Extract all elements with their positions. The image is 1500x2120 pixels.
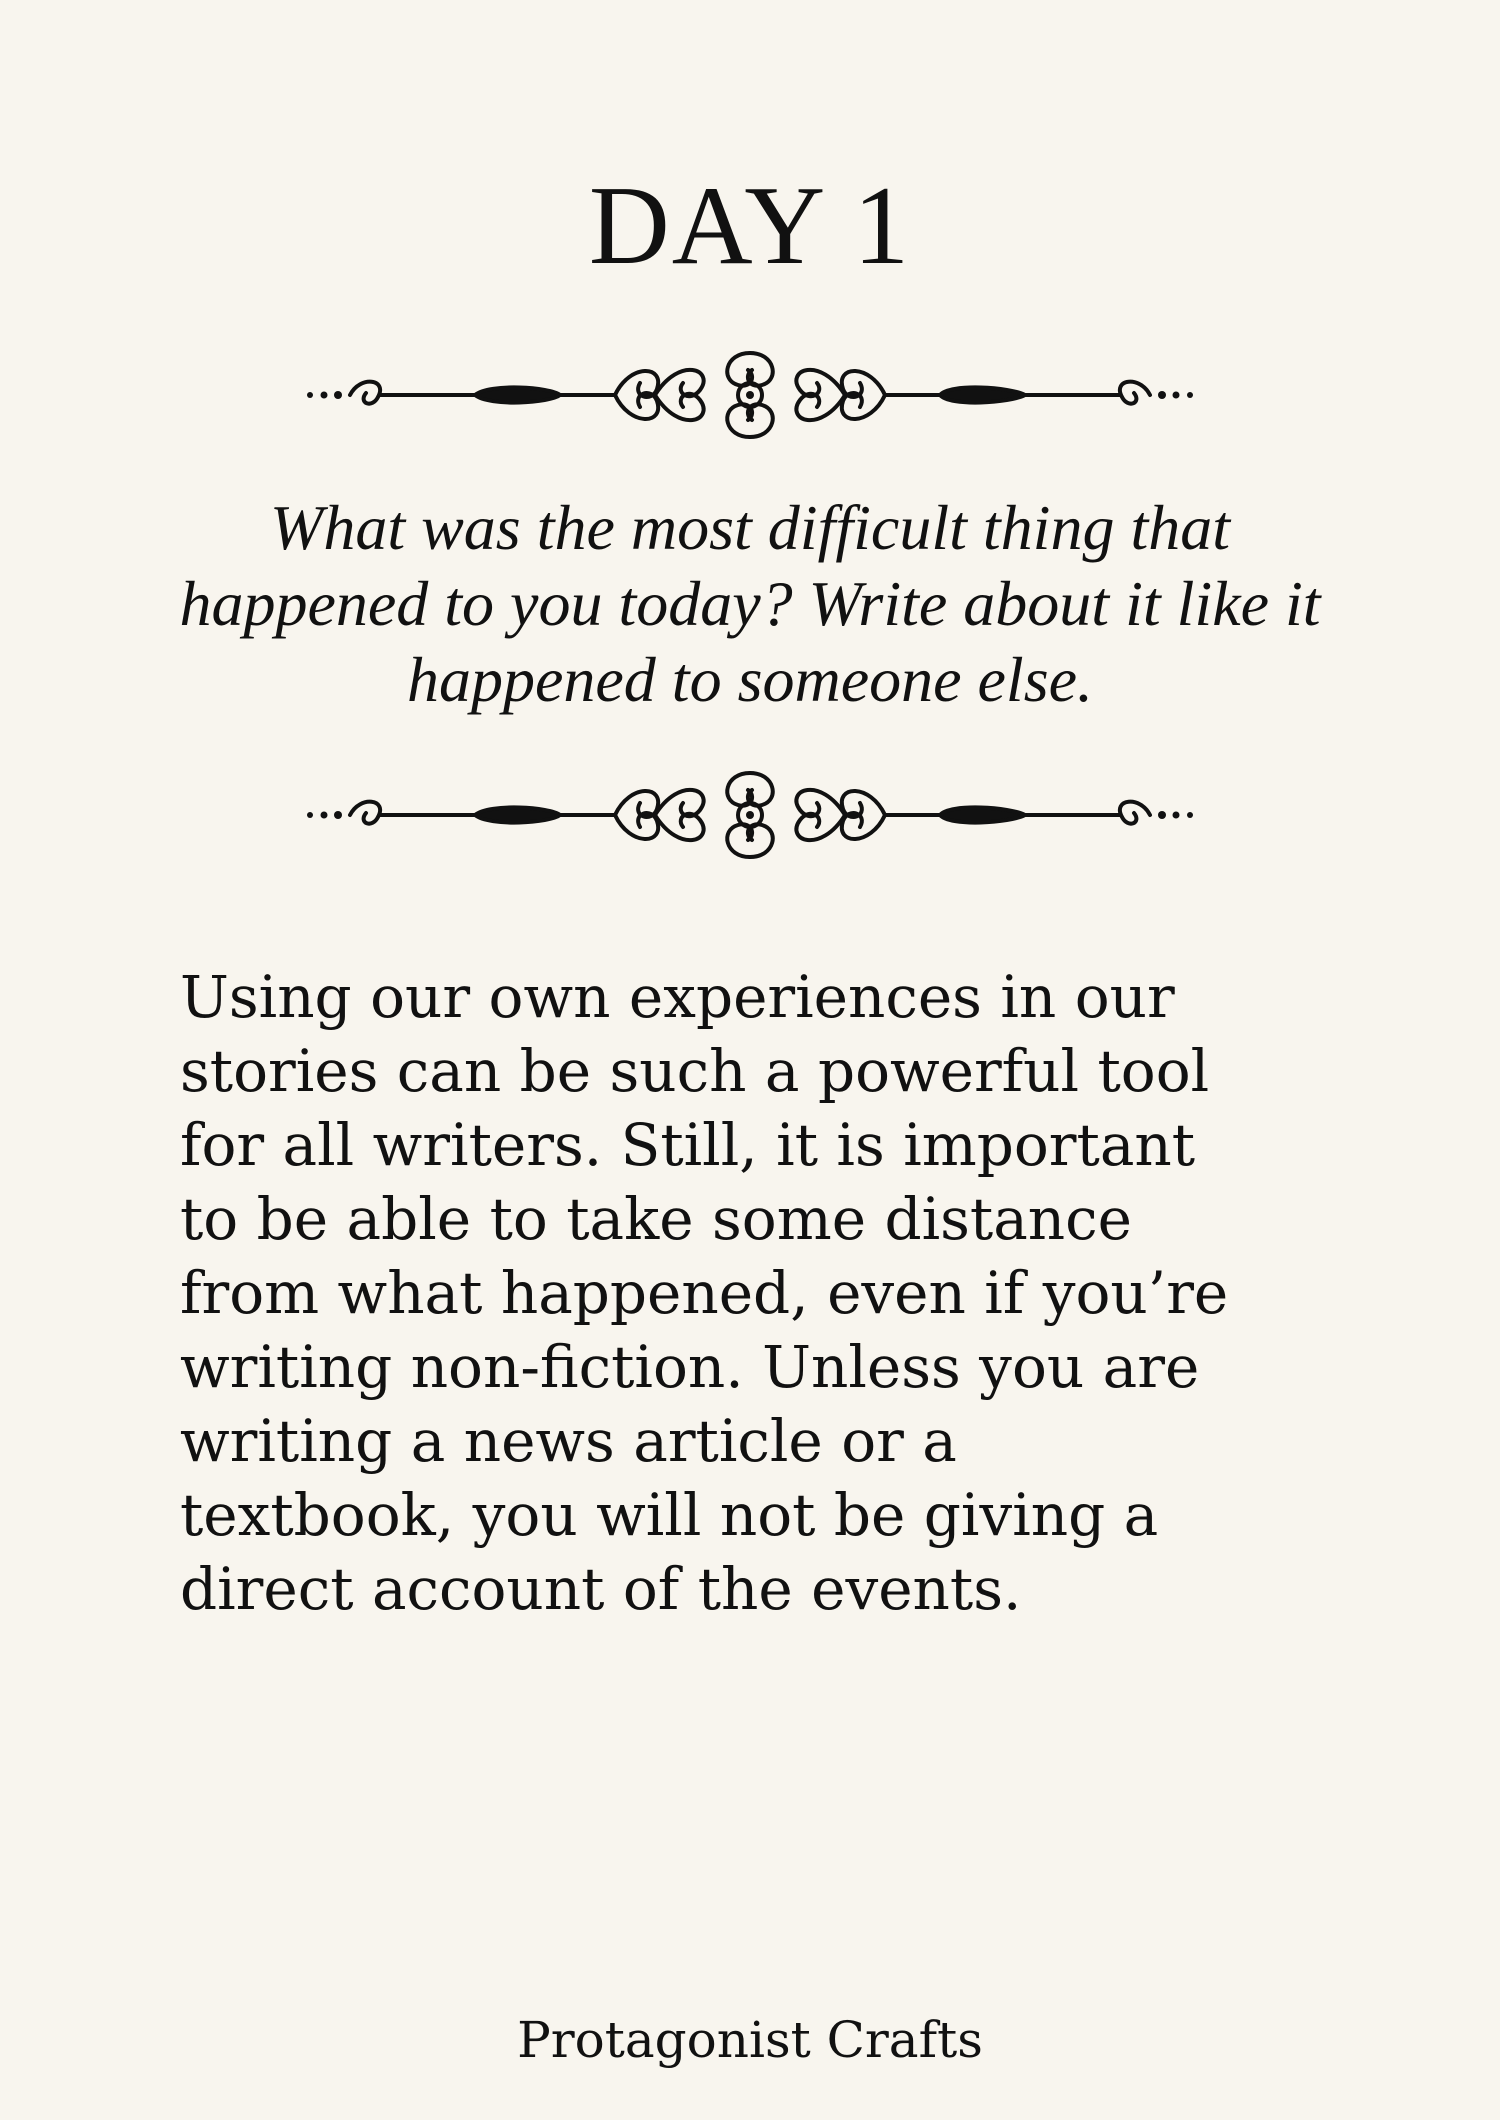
writing-prompt: What was the most difficult thing that happened to you today? Write about it like it happened to someone else. [179, 492, 1321, 715]
flourish-divider-icon [300, 335, 1200, 455]
flourish-divider-icon [300, 755, 1200, 875]
brand-footer: Protagonist Crafts [517, 2011, 983, 2069]
page-title: DAY 1 [588, 164, 912, 288]
body-paragraph: Using our own experiences in our stories can be such a powerful tool for all writers. Still, it is important to be able to take some distance from what happened, even if you’re writing non-fiction. Unless you are writing a news article or a textbook, you will not be giving a direct account of the events. [180, 963, 1229, 1623]
